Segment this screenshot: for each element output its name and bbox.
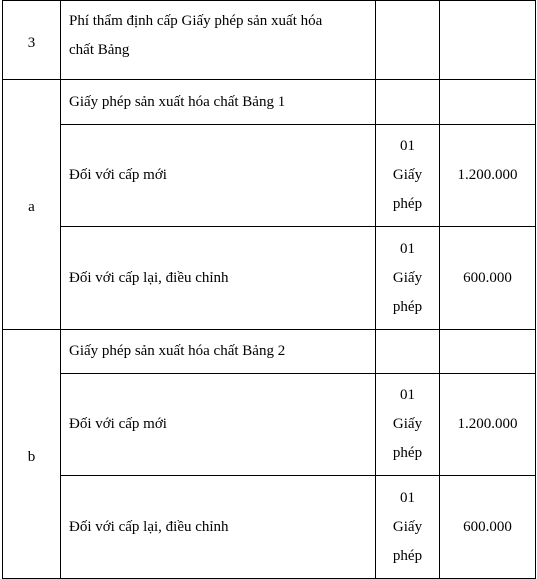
section-title	[61, 330, 376, 374]
item-unit	[376, 227, 440, 330]
item-unit-line-1: 01	[400, 489, 415, 506]
section-title-text: Giấy phép sản xuất hóa chất Bảng 2	[69, 343, 286, 359]
item-name	[61, 125, 376, 227]
item-name	[61, 374, 376, 476]
item-name-text: Đối với cấp lại, điều chỉnh	[69, 269, 229, 286]
fee-group-title-line-2: chất Bảng	[69, 42, 130, 58]
table-row	[3, 476, 536, 579]
section-letter	[3, 330, 61, 579]
item-unit	[376, 125, 440, 227]
item-unit-line-3: phép	[392, 298, 423, 315]
item-name-text: Đối với cấp mới	[69, 167, 167, 183]
fee-cell-empty	[440, 80, 536, 125]
fee-table	[2, 0, 536, 579]
item-unit-line-2: Giấy	[392, 167, 423, 183]
item-unit-line-2: Giấy	[392, 269, 423, 286]
fee-group-title	[61, 1, 376, 80]
item-unit-line-2: Giấy	[392, 416, 423, 432]
item-fee	[440, 476, 536, 579]
table-row	[3, 125, 536, 227]
unit-cell-empty	[376, 80, 440, 125]
item-unit-line-1: 01	[400, 138, 415, 154]
table-row	[3, 374, 536, 476]
item-fee	[440, 227, 536, 330]
item-fee-text: 600.000	[463, 518, 512, 535]
fee-cell-empty	[440, 330, 536, 374]
fee-cell-empty	[440, 1, 536, 80]
item-name-text: Đối với cấp lại, điều chỉnh	[69, 518, 229, 535]
item-name-text: Đối với cấp mới	[69, 416, 167, 432]
item-fee-text: 600.000	[463, 269, 512, 286]
item-unit-line-1: 01	[400, 387, 415, 403]
table-row-group-3	[3, 1, 536, 80]
fee-group-title-line-1: Phí thẩm định cấp Giấy phép sản xuất hóa	[69, 13, 323, 29]
section-title	[61, 80, 376, 125]
table-row-section-b	[3, 330, 536, 374]
row-number	[3, 1, 61, 80]
item-name	[61, 476, 376, 579]
section-title-text: Giấy phép sản xuất hóa chất Bảng 1	[69, 93, 286, 110]
item-unit-line-3: phép	[392, 196, 423, 212]
item-fee-text: 1.200.000	[457, 167, 518, 183]
item-unit-line-3: phép	[392, 445, 423, 461]
section-letter	[3, 80, 61, 330]
item-unit-line-1: 01	[400, 240, 415, 257]
item-name	[61, 227, 376, 330]
table-row-section-a	[3, 80, 536, 125]
item-fee-text: 1.200.000	[457, 416, 518, 432]
item-fee	[440, 374, 536, 476]
item-unit	[376, 476, 440, 579]
item-fee	[440, 125, 536, 227]
section-letter-text: a	[28, 199, 35, 215]
item-unit-line-3: phép	[392, 547, 423, 564]
table-row	[3, 227, 536, 330]
row-number-text: 3	[27, 34, 36, 51]
section-letter-text: b	[27, 448, 36, 465]
item-unit-line-2: Giấy	[392, 518, 423, 535]
unit-cell-empty	[376, 1, 440, 80]
unit-cell-empty	[376, 330, 440, 374]
item-unit	[376, 374, 440, 476]
